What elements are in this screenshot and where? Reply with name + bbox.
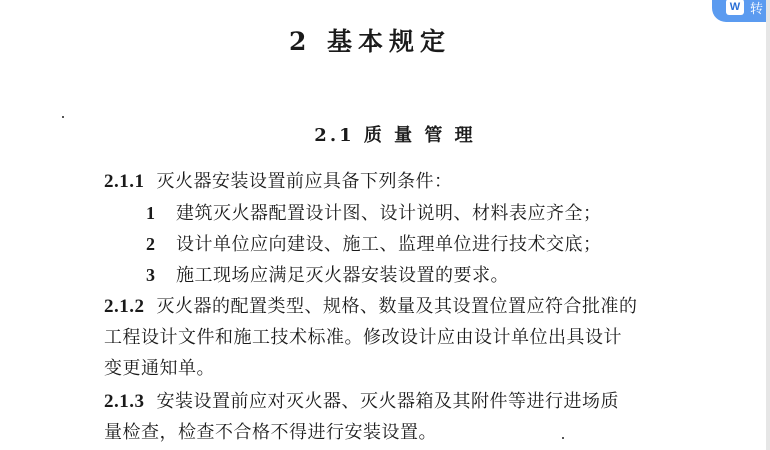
clause-2-1-1 bbox=[104, 171, 453, 193]
clause-text-line: 安装设置前应对灭火器、灭火器箱及其附件等进行进场质 bbox=[156, 391, 619, 412]
word-icon: W bbox=[726, 0, 744, 15]
item-number: 2 bbox=[146, 234, 156, 254]
clause-text-line: 工程设计文件和施工技术标准。修改设计应由设计单位出具设计 bbox=[104, 327, 622, 348]
clause-text: 灭火器安装设置前应具备下列条件： bbox=[156, 171, 453, 192]
item-text: 建筑灭火器配置设计图、设计说明、材料表应齐全； bbox=[176, 203, 602, 224]
clause-number: 2.1.1 bbox=[104, 171, 145, 192]
scan-speck bbox=[562, 437, 564, 439]
item-text: 施工现场应满足灭火器安装设置的要求。 bbox=[176, 265, 509, 286]
list-item bbox=[146, 264, 509, 287]
clause-2-1-3 bbox=[104, 391, 619, 413]
clause-text-line: 量检查，检查不合格不得进行安装设置。 bbox=[104, 422, 437, 443]
clause-number: 2.1.3 bbox=[104, 391, 145, 412]
translate-button[interactable] bbox=[712, 0, 770, 22]
translate-label: 转 bbox=[750, 0, 764, 16]
scan-speck bbox=[62, 116, 64, 118]
clause-number: 2.1.2 bbox=[104, 296, 145, 317]
item-number: 3 bbox=[146, 265, 156, 285]
list-item bbox=[146, 233, 602, 256]
scrollbar[interactable] bbox=[766, 0, 770, 450]
chapter-title: 2 基本规定 bbox=[288, 27, 452, 56]
item-text: 设计单位应向建设、施工、监理单位进行技术交底； bbox=[176, 234, 602, 255]
clause-text-line: 灭火器的配置类型、规格、数量及其设置位置应符合批准的 bbox=[156, 296, 638, 317]
clause-text-line: 变更通知单。 bbox=[104, 358, 215, 379]
list-item bbox=[146, 202, 602, 225]
clause-2-1-2 bbox=[104, 296, 638, 318]
section-title: 2.1 质 量 管 理 bbox=[314, 125, 476, 146]
item-number: 1 bbox=[146, 203, 156, 223]
